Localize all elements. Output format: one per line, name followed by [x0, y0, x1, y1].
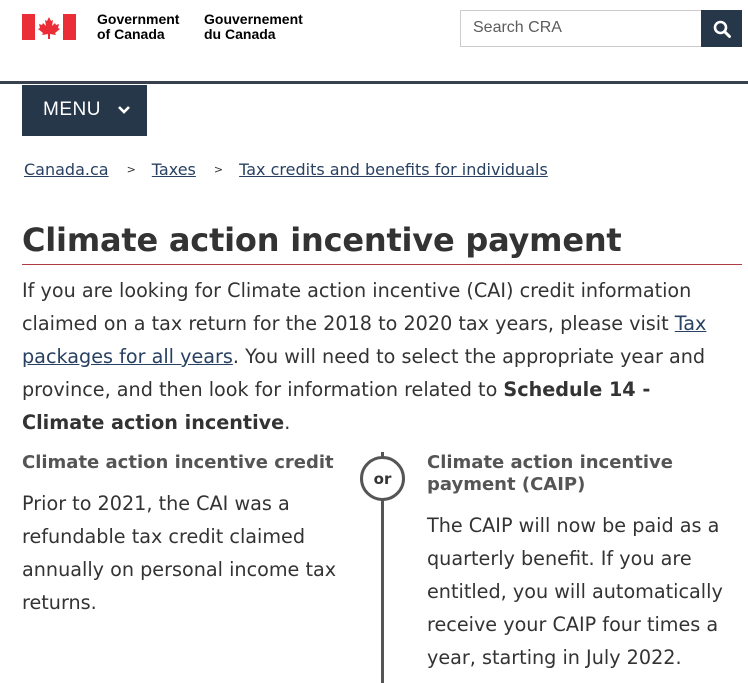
search-input[interactable]: Search CRA	[460, 10, 702, 47]
breadcrumb-link-canada[interactable]: Canada.ca	[24, 160, 109, 179]
chevron-down-icon	[117, 105, 131, 115]
menu-button[interactable]	[22, 85, 147, 136]
signature-french[interactable]	[204, 12, 303, 42]
intro-text: . You will need to select the appropriate year and province, and then look for information related to	[22, 345, 706, 401]
tax-packages-link[interactable]: Tax packages for all years	[22, 312, 707, 368]
signature-en-line1: Government	[97, 11, 180, 27]
breadcrumb-link-taxes[interactable]: Taxes	[151, 160, 196, 179]
intro-paragraph	[22, 274, 732, 439]
breadcrumb-separator: >	[126, 163, 136, 176]
caip-text: The CAIP will now be paid as a quarterly benefit. If you are entitled, you will automatically receive your CAIP four times a year, starting in July 2022.	[427, 514, 723, 669]
signature-en-line2: of Canada	[97, 26, 165, 42]
breadcrumb	[24, 160, 548, 179]
breadcrumb-separator: >	[213, 163, 224, 176]
or-badge	[360, 456, 405, 501]
intro-text: .	[284, 411, 291, 434]
caip-heading: Climate action incentive payment (CAIP)	[427, 452, 673, 495]
signature-english[interactable]	[97, 12, 179, 42]
canada-flag-icon[interactable]	[22, 14, 76, 40]
cai-credit-heading: Climate action incentive credit	[22, 452, 334, 473]
or-label: or	[373, 469, 392, 488]
menu-label: MENU	[43, 99, 101, 120]
intro-bold-text: Schedule 14 - Climate action incentive	[22, 378, 651, 434]
site-header	[0, 0, 748, 84]
search-button[interactable]	[701, 10, 742, 47]
signature-fr-line2: du Canada	[204, 26, 276, 42]
intro-text: If you are looking for Climate action incentive (CAI) credit information claimed on a tax return for the 2018 to 2020 tax years, please visit	[22, 279, 692, 335]
cai-credit-text: Prior to 2021, the CAI was a refundable tax credit claimed annually on personal income tax returns.	[22, 492, 337, 614]
title-divider	[22, 264, 742, 265]
breadcrumb-link-tax-credits[interactable]: Tax credits and benefits for individuals	[239, 160, 548, 179]
page-title: Climate action incentive payment	[22, 221, 622, 259]
signature-fr-line1: Gouvernement	[204, 11, 303, 27]
search-icon	[713, 20, 731, 38]
